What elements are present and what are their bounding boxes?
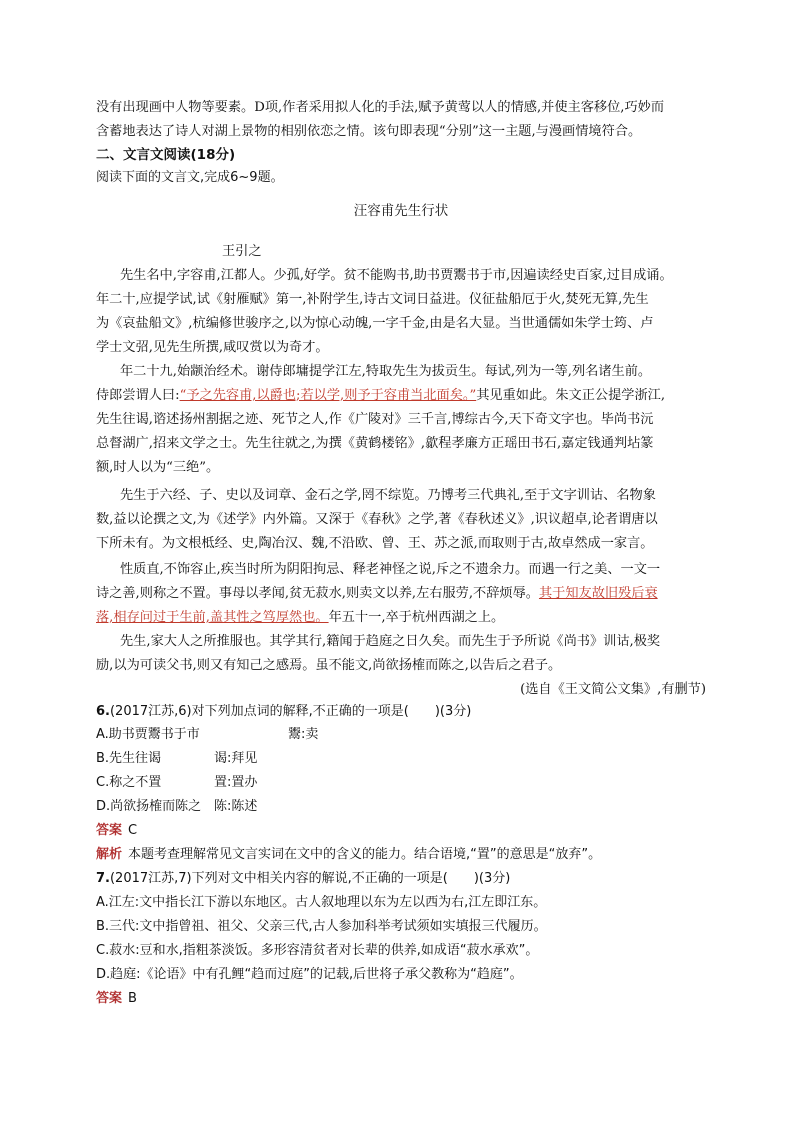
article-line: 先生,家大人之所推服也。其学其行,籍闻于趋庭之日久矣。而先生于予所说《尚书》训诂,极奖 bbox=[120, 634, 661, 649]
question-7-stem bbox=[96, 869, 706, 888]
option-b: B.三代:文中指曾祖、祖父、父亲三代,古人参加科举考试须如实填报三代履历。 bbox=[96, 919, 547, 934]
answer-value: C bbox=[128, 823, 138, 838]
article-line: 性质直,不饰容止,疾当时所为阴阳拘忌、释老神怪之说,斥之不遗余力。而遇一行之美、一文一 bbox=[120, 562, 661, 577]
option-c: C.菽水:豆和水,指粗茶淡饭。多形容清贫者对长辈的供养,如成语“菽水承欢”。 bbox=[96, 943, 539, 958]
option-a: A.江左:文中指长江下游以东地区。古人叙地理以东为左以西为右,江左即江东。 bbox=[96, 895, 547, 910]
analysis-text: 本题考查理解常见文言实词在文中的含义的能力。结合语境,“置”的意思是“放弃”。 bbox=[128, 847, 602, 862]
option-b bbox=[96, 749, 706, 768]
section-heading: 二、文言文阅读(18分) bbox=[96, 147, 236, 163]
article-text: 侍郎尝谓人曰: bbox=[96, 388, 180, 403]
analysis-label: 解析 bbox=[96, 847, 123, 862]
question-6-analysis bbox=[96, 845, 706, 864]
question-text: (2017江苏,7)下列对文中相关内容的解说,不正确的一项是( )(3分) bbox=[109, 871, 511, 886]
answer-label: 答案 bbox=[96, 823, 123, 838]
option-gloss: 鬻:卖 bbox=[288, 727, 319, 742]
article-line: 数,益以论撰之文,为《述学》内外篇。又深于《春秋》之学,著《春秋述义》,识议超卓,论者谓唐以 bbox=[96, 512, 658, 527]
article-line: 总督湖广,招来文学之士。先生往就之,为撰《黄鹤楼铭》,歙程孝廉方正瑶田书石,嘉定钱通判坫篆 bbox=[96, 436, 654, 451]
question-7-answer bbox=[96, 989, 706, 1008]
option-text: B.先生往谒 bbox=[96, 751, 162, 766]
carry-over-line-1: 没有出现画中人物等要素。D项,作者采用拟人化的手法,赋予黄莺以人的情感,并使主客移位,巧妙而 bbox=[96, 100, 665, 115]
article-line: 励,以为可读父书,则又有知己之感焉。虽不能文,尚欲扬榷而陈之,以告后之君子。 bbox=[96, 658, 562, 673]
article-text: 年五十一,卒于杭州西湖之上。 bbox=[328, 610, 505, 625]
option-d bbox=[96, 797, 706, 816]
option-text: C.称之不置 bbox=[96, 775, 162, 790]
article-author: 王引之 bbox=[222, 244, 262, 259]
article-line: 额,时人以为“三绝”。 bbox=[96, 460, 220, 475]
highlighted-quote: “予之先容甫,以爵也;若以学,则予于容甫当北面矣。” bbox=[179, 388, 477, 403]
article-line: 先生名中,字容甫,江都人。少孤,好学。贫不能购书,助书贾鬻书于市,因遍读经史百家,过目成诵。 bbox=[120, 268, 673, 283]
article-line: 先生往谒,谘述扬州割据之迹、死节之人,作《广陵对》三千言,博综古今,天下奇文字也。毕尚书沅 bbox=[96, 412, 654, 427]
article-line: 下所未有。为文根柢经、史,陶冶汉、魏,不沿欧、曾、王、苏之派,而取则于古,故卓然成一家言。 bbox=[96, 536, 654, 551]
highlighted-sentence-start: 其于知友故旧殁后衰 bbox=[538, 586, 658, 601]
question-text: (2017江苏,6)对下列加点词的解释,不正确的一项是( )(3分) bbox=[109, 704, 472, 719]
article-line: 学士文弨,见先生所撰,咸叹赏以为奇才。 bbox=[96, 340, 329, 355]
option-gloss: 陈:陈述 bbox=[214, 799, 258, 814]
article-text: 其见重如此。朱文正公提学浙江, bbox=[476, 388, 666, 403]
article-line: 年二十九,始颛治经术。谢侍郎墉提学江左,特取先生为拔贡生。每试,列为一等,列名诸生前。 bbox=[120, 364, 652, 379]
option-a bbox=[96, 725, 706, 744]
article-source: (选自《王文简公文集》,有删节) bbox=[520, 682, 706, 697]
article-line: 为《哀盐船文》,杭编修世骏序之,以为惊心动魄,一字千金,由是名大显。当世通儒如朱学士筠、卢 bbox=[96, 316, 654, 331]
carry-over-line-2: 含蓄地表达了诗人对湖上景物的相别依恋之情。该句即表现“分别”这一主题,与漫画情境符合。 bbox=[96, 124, 642, 139]
option-c bbox=[96, 773, 706, 792]
section-instruction: 阅读下面的文言文,完成6~9题。 bbox=[96, 170, 284, 185]
answer-value: B bbox=[128, 991, 137, 1006]
question-number: 6. bbox=[96, 704, 110, 719]
question-number: 7. bbox=[96, 871, 110, 886]
option-gloss: 谒:拜见 bbox=[214, 751, 258, 766]
article-line-with-highlight bbox=[96, 584, 706, 603]
article-line: 先生于六经、子、史以及词章、金石之学,罔不综览。乃博考三代典礼,至于文字训诂、名物象 bbox=[120, 488, 656, 503]
question-6-stem bbox=[96, 702, 706, 721]
answer-label: 答案 bbox=[96, 991, 123, 1006]
article-text: 诗之善,则称之不置。事母以孝闻,贫无菽水,则卖文以养,左右服劳,不辞烦辱。 bbox=[96, 586, 539, 601]
article-line-with-highlight bbox=[96, 386, 706, 405]
article-line: 年二十,应提学试,试《射雁赋》第一,补附学生,诗古文词日益进。仪征盐船厄于火,焚死无算,先生 bbox=[96, 292, 649, 307]
article-line-with-highlight bbox=[96, 608, 706, 627]
option-d: D.趋庭:《论语》中有孔鲤“趋而过庭”的记载,后世将子承父教称为“趋庭”。 bbox=[96, 967, 523, 982]
option-text: A.助书贾鬻书于市 bbox=[96, 727, 200, 742]
article-title: 汪容甫先生行状 bbox=[353, 203, 449, 219]
question-6-answer bbox=[96, 821, 706, 840]
option-gloss: 置:置办 bbox=[214, 775, 258, 790]
option-text: D.尚欲扬榷而陈之 bbox=[96, 799, 202, 814]
highlighted-sentence-end: 落,相存问过于生前,盖其性之笃厚然也。 bbox=[96, 610, 329, 625]
